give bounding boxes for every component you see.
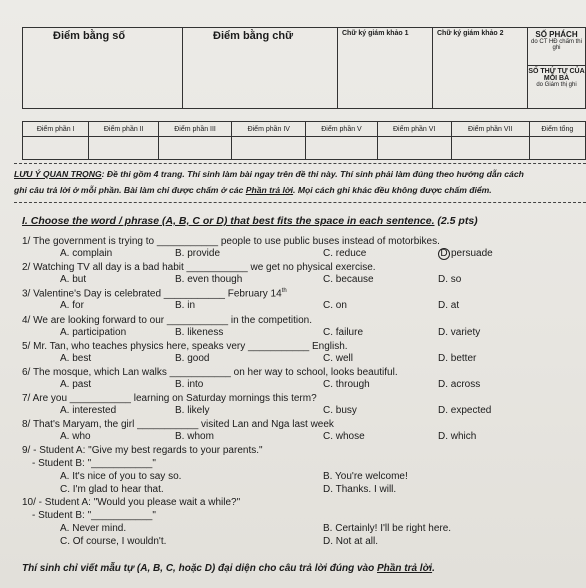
notice-line-2 bbox=[14, 182, 586, 198]
q10-option-b: B. Certainly! I'll be right here. bbox=[323, 523, 452, 534]
part-score-cell bbox=[89, 137, 159, 160]
part-2-header: Điểm phần II bbox=[89, 122, 159, 137]
question-6-option-d: D. across bbox=[438, 379, 481, 390]
serial-number-cell bbox=[528, 28, 586, 109]
question-8-option-a: A. who bbox=[60, 431, 91, 442]
question-2-text: 2/ Watching TV all day is a bad habit ___________ we get no physical exercise. bbox=[22, 262, 376, 273]
part-score-cell bbox=[306, 137, 377, 160]
question-2-option-b: B. even though bbox=[175, 274, 243, 285]
question-5 bbox=[22, 341, 348, 352]
part-4-header: Điểm phần IV bbox=[232, 122, 306, 137]
question-4-text: 4/ We are looking forward to our ___________ in the competition. bbox=[22, 315, 312, 326]
notice-text-1: : Đề thi gồm 4 trang. Thí sinh làm bài ngay trên đề thi này. Thí sinh phải làm đúng theo hướng dẫn cách bbox=[101, 169, 524, 179]
examiner2-signature-cell: Chữ ký giám khảo 2 bbox=[433, 28, 528, 109]
important-notice bbox=[14, 163, 586, 203]
q10-line-1: 10/ - Student A: "Would you please wait a while?" bbox=[22, 497, 241, 508]
q10-line-2: - Student B: "___________" bbox=[32, 510, 156, 521]
question-3-option-a: A. for bbox=[60, 300, 84, 311]
q10-option-c: C. Of course, I wouldn't. bbox=[60, 536, 167, 547]
part-6-header: Điểm phần VI bbox=[377, 122, 451, 137]
footer-text-3: . bbox=[432, 563, 435, 574]
part-scores-table bbox=[22, 121, 586, 160]
question-4-option-b: B. likeness bbox=[175, 327, 224, 338]
footer-answer-section: Phần trả lời bbox=[377, 563, 433, 574]
question-1 bbox=[22, 236, 440, 247]
notice-answer-section: Phần trả lời bbox=[245, 185, 294, 195]
order-number-note: do Giám thị ghi bbox=[536, 82, 577, 88]
question-2-option-c: C. because bbox=[323, 274, 374, 285]
part-3-header: Điểm phần III bbox=[159, 122, 232, 137]
question-4-option-c: C. failure bbox=[323, 327, 364, 338]
q9-option-a: A. It's nice of you to say so. bbox=[60, 471, 182, 482]
question-5-option-b: B. good bbox=[175, 353, 210, 364]
question-6-text: 6/ The mosque, which Lan walks ___________ on her way to school, looks beautiful. bbox=[22, 367, 398, 378]
question-4 bbox=[22, 315, 312, 326]
question-1-option-c: C. reduce bbox=[323, 248, 367, 259]
serial-number-note: do CT HĐ chấm thi ghi bbox=[531, 39, 582, 51]
serial-number-label: SỐ PHÁCH bbox=[535, 30, 578, 39]
question-3-superscript: th bbox=[281, 288, 287, 294]
question-3-text: 3/ Valentine's Day is celebrated ___________ February 14 bbox=[22, 288, 282, 300]
question-6-option-c: C. through bbox=[323, 379, 370, 390]
question-5-text: 5/ Mr. Tan, who teaches physics here, speaks very ___________ English. bbox=[22, 341, 348, 352]
q9-option-b: B. You're welcome! bbox=[323, 471, 408, 482]
part-1-header: Điểm phần I bbox=[23, 122, 89, 137]
q10-option-d: D. Not at all. bbox=[323, 536, 379, 547]
q10-option-a: A. Never mind. bbox=[60, 523, 127, 534]
footer-text-1: Thí sinh chỉ viết mẫu tự (A, B, C, hoặc D) đại diện cho câu trả lời đúng vào bbox=[22, 563, 378, 574]
total-header: Điểm tổng bbox=[529, 122, 585, 137]
question-7-text: 7/ Are you ___________ learning on Saturday mornings this term? bbox=[22, 393, 317, 404]
notice-text-2c: . Mọi cách ghi khác đều không được chấm điểm. bbox=[293, 185, 492, 195]
question-6-option-a: A. past bbox=[60, 379, 92, 390]
question-2-option-d: D. so bbox=[438, 274, 462, 285]
question-2 bbox=[22, 262, 376, 273]
question-1-text: 1/ The government is trying to ___________ people to use public buses instead of motorbikes. bbox=[22, 236, 440, 247]
score-table bbox=[22, 27, 586, 109]
question-7-option-a: A. interested bbox=[60, 405, 117, 416]
circled-answer-mark: D bbox=[438, 248, 450, 260]
score-words-cell: Điểm bằng chữ bbox=[183, 28, 338, 109]
question-3-option-b: B. in bbox=[175, 300, 196, 311]
part-7-header: Điểm phần VII bbox=[451, 122, 529, 137]
question-5-option-a: A. best bbox=[60, 353, 92, 364]
question-5-option-c: C. well bbox=[323, 353, 354, 364]
question-8-text: 8/ That's Maryam, the girl ___________ visited Lan and Nga last week bbox=[22, 419, 334, 430]
question-7-option-c: C. busy bbox=[323, 405, 357, 416]
question-6 bbox=[22, 367, 398, 378]
question-1-option-a: A. complain bbox=[60, 248, 113, 259]
question-8-option-b: B. whom bbox=[175, 431, 214, 442]
question-3-option-d: D. at bbox=[438, 300, 460, 311]
question-3-option-c: C. on bbox=[323, 300, 347, 311]
question-2-option-a: A. but bbox=[60, 274, 87, 285]
part-score-cell bbox=[377, 137, 451, 160]
q9-option-c: C. I'm glad to hear that. bbox=[60, 484, 164, 495]
q9-line-1: 9/ - Student A: "Give my best regards to your parents." bbox=[22, 445, 263, 456]
part-score-cell bbox=[159, 137, 232, 160]
question-8-option-c: C. whose bbox=[323, 431, 365, 442]
question-4-option-a: A. participation bbox=[60, 327, 127, 338]
total-score-cell bbox=[529, 137, 585, 160]
question-5-option-d: D. better bbox=[438, 353, 477, 364]
question-8-option-d: D. which bbox=[438, 431, 477, 442]
notice-label: LƯU Ý QUAN TRỌNG bbox=[14, 169, 102, 179]
part-5-header: Điểm phần V bbox=[306, 122, 377, 137]
question-3 bbox=[22, 288, 287, 299]
examiner1-signature-cell: Chữ ký giám khảo 1 bbox=[338, 28, 433, 109]
q9-line-2: - Student B: "___________" bbox=[32, 458, 156, 469]
question-6-option-b: B. into bbox=[175, 379, 204, 390]
question-1-option-d-text: persuade bbox=[451, 248, 493, 259]
question-7-option-b: B. likely bbox=[175, 405, 210, 416]
question-1-option-d bbox=[438, 248, 493, 260]
question-1-option-b: B. provide bbox=[175, 248, 221, 259]
notice-text-2a: ghi câu trả lời ở mỗi phần. Bài làm chỉ được chấm ở các bbox=[14, 185, 246, 195]
section-points: (2.5 pts) bbox=[434, 215, 478, 227]
section-instruction: I. Choose the word / phrase (A, B, C or D) that best fits the space in each sentence. bbox=[22, 215, 435, 227]
question-4-option-d: D. variety bbox=[438, 327, 481, 338]
order-number-label: SỐ THỨ TỰ CỦA MỖI BÀ bbox=[528, 65, 585, 82]
part-score-cell bbox=[232, 137, 306, 160]
notice-line-1 bbox=[14, 166, 586, 182]
footer-instruction bbox=[22, 563, 435, 574]
question-7-option-d: D. expected bbox=[438, 405, 492, 416]
q9-option-d: D. Thanks. I will. bbox=[323, 484, 397, 495]
score-number-cell: Điểm bằng số bbox=[23, 28, 183, 109]
question-8 bbox=[22, 419, 334, 430]
part-score-cell bbox=[23, 137, 89, 160]
section-title bbox=[22, 215, 478, 227]
question-7 bbox=[22, 393, 317, 404]
part-score-cell bbox=[451, 137, 529, 160]
